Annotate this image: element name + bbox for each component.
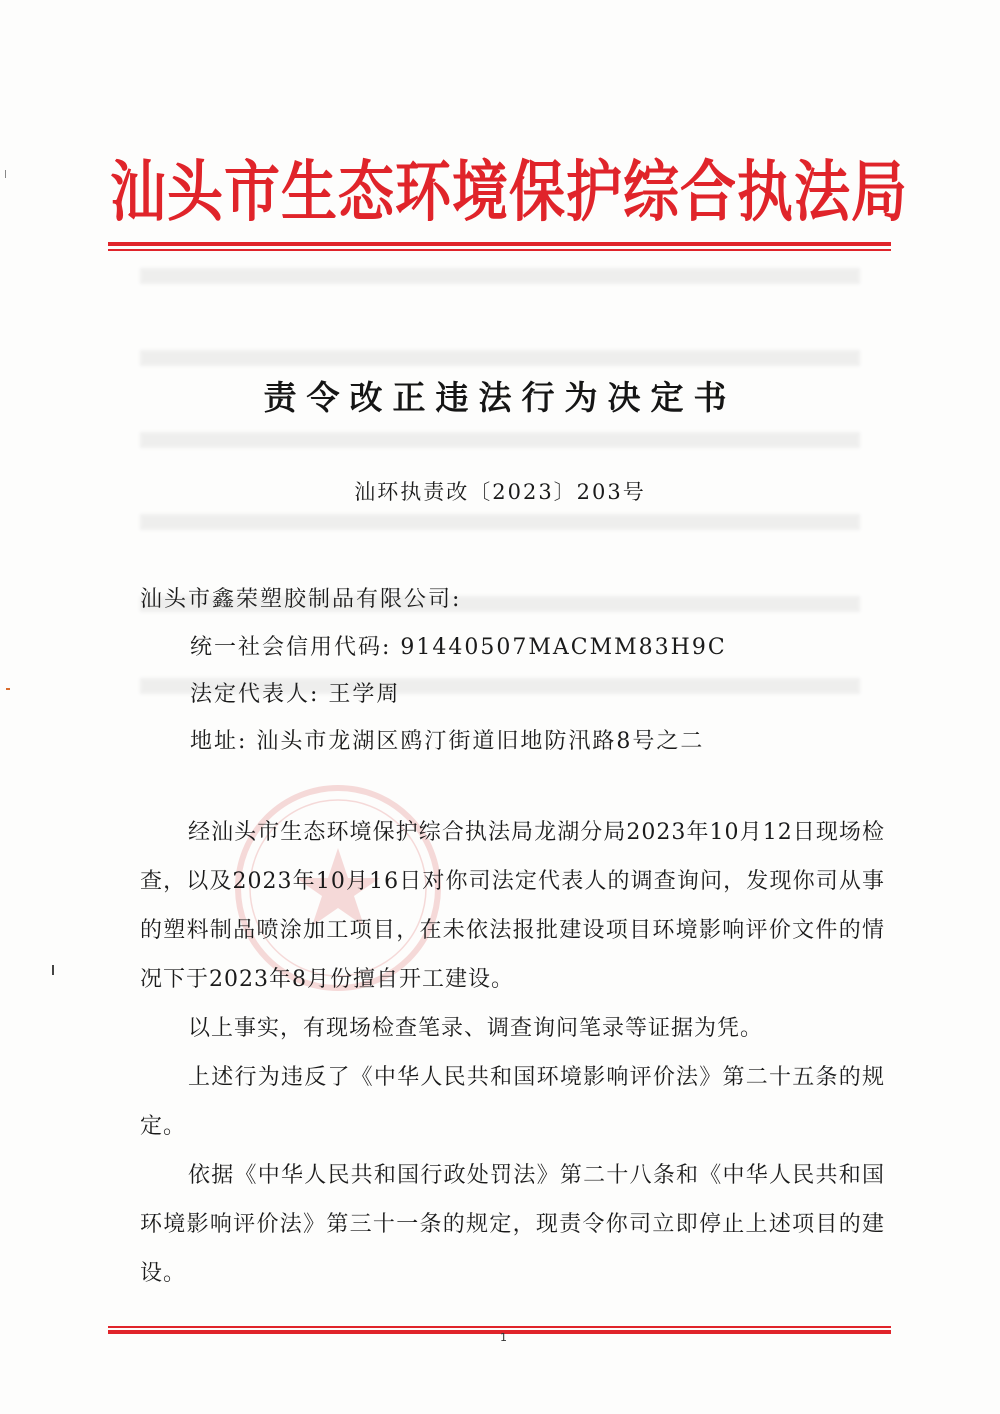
scan-margin-mark	[6, 688, 10, 690]
document-title: 责令改正违法行为决定书	[263, 378, 737, 417]
body-paragraph-violation: 上述行为违反了《中华人民共和国环境影响评价法》第二十五条的规定。	[140, 1065, 885, 1139]
page-number: 1	[500, 1331, 507, 1344]
body-paragraph-evidence: 以上事实，有现场检查笔录、调查询问笔录等证据为凭。	[188, 1016, 764, 1041]
scan-margin-mark	[5, 170, 6, 178]
company-address: 地址: 汕头市龙湖区鸥汀街道旧地防汛路8号之二	[190, 729, 705, 754]
document-number: 汕环执责改〔2023〕203号	[354, 480, 646, 504]
credit-code: 统一社会信用代码: 91440507MACMM83H9C	[190, 635, 727, 660]
footer-thin-rule	[108, 1326, 891, 1328]
agency-header: 汕头市生态环境保护综合执法局	[110, 154, 908, 231]
legal-representative: 法定代表人: 王学周	[190, 682, 401, 707]
recipient-company: 汕头市鑫荣塑胶制品有限公司:	[140, 587, 462, 612]
header-thick-rule	[108, 242, 891, 246]
header-thin-rule	[108, 249, 891, 251]
scan-margin-mark	[52, 965, 54, 975]
body-paragraph-order: 依据《中华人民共和国行政处罚法》第二十八条和《中华人民共和国环境影响评价法》第三十一条的规定，现责令你司立即停止上述项目的建设。	[140, 1163, 885, 1286]
body-paragraph-facts: 经汕头市生态环境保护综合执法局龙湖分局2023年10月12日现场检查，以及2023年10月16日对你司法定代表人的调查询问，发现你司从事的塑料制品喷涂加工项目，在未依法报批建设项目环境影响评价文件的情况下于2023年8月份擅自开工建设。	[140, 820, 885, 992]
